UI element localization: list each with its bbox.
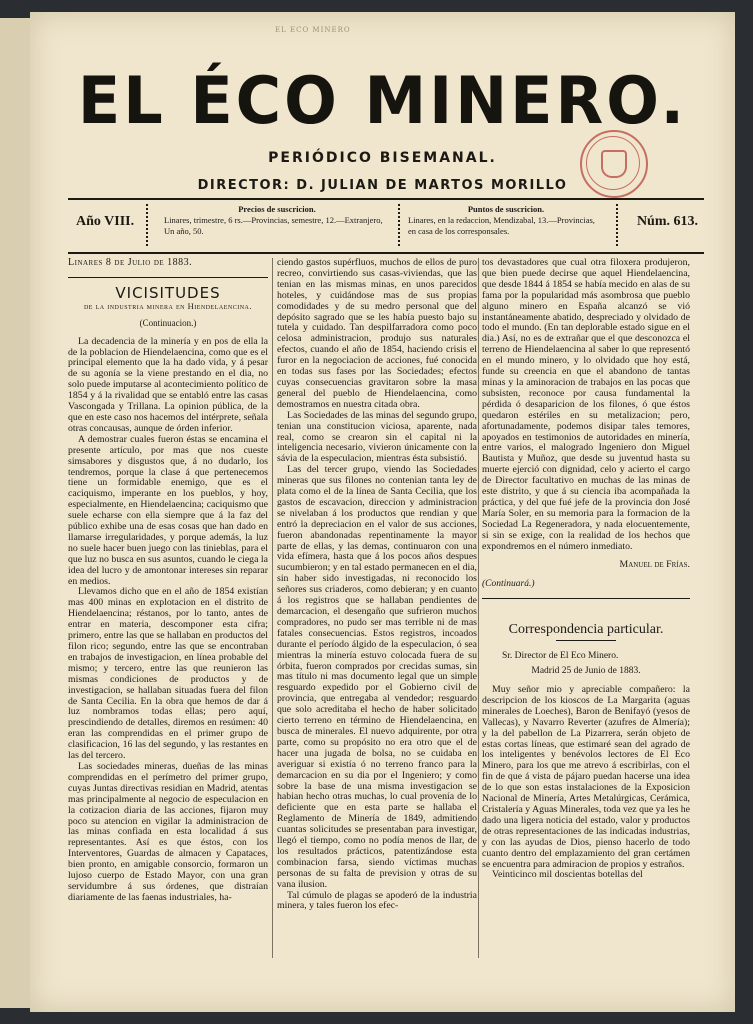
- paragraph: Tal cúmulo de plagas se apoderó de la industria minera, y tales fueron los efec-: [277, 889, 477, 912]
- masthead-subtitle: PERIÓDICO BISEMANAL.: [268, 150, 497, 166]
- rule: [482, 598, 690, 599]
- column-1: [68, 258, 268, 904]
- dateline: Linares 8 de Julio de 1883.: [68, 257, 193, 268]
- column-rule: [272, 258, 273, 958]
- section-heading: Correspondencia particular.: [508, 622, 664, 638]
- issue-number: Núm. 613.: [636, 214, 698, 229]
- subscription-bar: [68, 198, 704, 254]
- paragraph: Muy señor mio y apreciable compañero: la descripcion de los kioscos de La Margarita (aguas minerales de Loeches), Baron de Benifayó (yesos de Vallecas), y Navarro Reverter (azufres de Almería); y la del pabellon de La Pizarrera, serán objeto de estas cortas líneas, que estimaré sean del agrado de los inteligentes y benévolos lectores de El Eco Minero, para los que me atrevo á escribirlas, con el fin de que á vista de pájaro puedan hacerse una idea de lo que son estas instalaciones de la Exposicion Nacional de Minería, Artes Metalúrgicas, Cerámica, Cristalería y Aguas Minerales, toda vez que ya les he dado una ligera noticia del estado, valor y productos de otras representaciones de las indicadas industrias, y con las ayudas de Dios, pienso hacerlo de todo cuanto dentro del emplazamiento del gran certámen se encuentra para admiracion de propios y estraños.: [482, 684, 690, 870]
- facing-page-edge: [0, 18, 31, 1008]
- masthead-director: DIRECTOR: D. JULIAN DE MARTOS MORILLO: [197, 178, 568, 193]
- place-date: Madrid 25 de Junio de 1883.: [531, 666, 641, 677]
- masthead-title: EL ÉCO MINERO.: [77, 62, 688, 139]
- newspaper-page: [30, 12, 735, 1012]
- paragraph: A demostrar cuales fueron éstas se encamina el presente artículo, por mas que nos cueste simsabores y disgustos que, á no dudarlo, los tendremos, porque la clase á que pertenecemos tiene un formidable enemigo, que es el caciquismo, imperante en los pueblos, y hoy, especialmente, en Hiendelaencina; caciquismo que suele echarse con ella siempre que á la faz del público exhibe una de esas cosas que han dado en llamarse irregularidades, y porque además, la luz no suele hacer buen juego con las tinieblas, para el que luz no busca en sus asuntos, cuando le ciega la idea del lucro y de amontonar intereses sin reparar en medios.: [68, 433, 268, 587]
- issue-year: Año VIII.: [76, 214, 135, 229]
- signature: Manuel de Frías.: [619, 559, 690, 571]
- prices-box: [164, 204, 390, 237]
- salutation: Sr. Director de El Eco Minero.: [502, 651, 619, 662]
- prices-text: Linares, trimestre, 6 rs.—Provincias, semestre, 12.—Extranjero, Un año, 50.: [164, 215, 383, 236]
- divider: [398, 204, 400, 246]
- rule: [68, 277, 268, 278]
- points-heading: Puntos de suscricion.: [467, 204, 545, 214]
- stamp-emblem-icon: [601, 150, 627, 178]
- divider: [146, 204, 148, 246]
- to-be-continued: (Continuará.): [482, 579, 535, 590]
- paragraph: Llevamos dicho que en el año de 1854 existían mas 400 minas en explotacion en el distrito de Hiendelaencina; réstanos, por lo tanto, antes de entrar en materia, descomponer esta cifra; primero, entre las que se hallaban en productos del filon rico; segundo, entre las que se encontraban en trabajos de investigacion, en línea probable del mismo; y tercero, entre las que reunieron las mismas condiciones de productos y de investigacion, se hallaban situadas fuera del filon de Santa Cecilia. En la obra que hemos de dar á luz nombramos todas ellas; pero aquí, prescindiendo de detalles, diremos en resúmen: 40 eran las comprendidas en el primer grupo de clasificacion, 16 las del segundo, y las restantes en las del tercero.: [68, 586, 268, 762]
- paragraph: Las del tercer grupo, viendo las Sociedades mineras que sus filones no contenian tanta ley de plata como el de la línea de Santa Cecilia, que los gastos de escavacion, direccion y administracion se nivelaban á los productos que rendian y que entró la depreciacion en el valor de sus acciones, fueron abandonadas repentinamente la mayor parte de ellas, y las demas, continuaron con una vida efímera, hasta que á los pocos años despues sucumbieron; y en tal estado permanecen en el dia, sin haber sido investigadas, ni reconocido los señores sus criaderos, como debieran; y en cuanto á los registros que se hallaban pendientes de demarcacion, el desengaño que sufrieron muchos compradores, no pudo ser mas terrible ni de mas fatales consecuencias. Estos registros, incoados durante el período álgido de la especulacion, ó sea mientras la minería estuvo colocada fuera de su órbita, fueron comprados por crecidas sumas, sin mas título ni mas documento legal que un simple resguardo expedido por el Gobierno civil de provincia, que entregaba al vendedor; resguardo que solo acreditaba el hecho de haber solicitado cierto terreno en término de Hiendelaencina, en busca de minerales. El nuevo adquirente, por otra parte, como su propósito no era otro que el de hacer una jugada de bolsa, no se cuidaba en averiguar si existía ó no terreno franco para la demarcacion en su dia por el Ingeniero; y como sobre la base de una misma investigacion se habian hecho otras muchas, lo cual provenía de lo deficiente que en esta parte se hallaba el Reglamento de Minería de 1849, admitiendo cuantas solicitudes se presentaban para investigar, llegó el tiempo, como no podía menos de llar, de los resultados prácticos, patentizándose esta combinacion farsa, siendo víctimas muchas personas de su falta de prevision y otras de su vana ilusion.: [277, 464, 477, 890]
- article-heading: VICISITUDES: [115, 283, 221, 302]
- paragraph: Las Sociedades de las minas del segundo grupo, tenian una constitucion viciosa, aparente, nada real, como se crearon sin el capital ni la inteligencia necesario, vivieron únicamente con la sávia de la especulacion, mientras ésta subsistió.: [277, 409, 477, 465]
- column-2: [277, 258, 477, 912]
- column-rule: [478, 258, 479, 958]
- column-3: [482, 258, 690, 881]
- points-text: Linares, en la redaccion, Mendizabal, 13.—Provincias, en casa de los corresponsales.: [408, 215, 595, 236]
- prices-heading: Precios de suscricion.: [238, 204, 316, 214]
- separator: [556, 640, 616, 641]
- paragraph: ciendo gastos supérfluos, muchos de ellos de puro recreo, convirtiendo sus casas-viviendas, que las tenian en las mismas minas, en unos parecidos hoteles, y cuidándose mas de sus propias comodidades y de su medro personal que del depósito sagrado que se les había puesto bajo su tutela y cuidado. Tan despilfarradora como poco celosa administracion, produjo sus naturales efectos, cuando el año de 1854, haciendo crisis el furor en la negociacion de acciones, fué conocida en todas sus fases por las Sociedades; efectos cuyas consecuencias gravitaron sobre la masa general del pueblo de Hiendelaencina, como demostramos en nuestra citada obra.: [277, 257, 477, 410]
- top-mark: EL ECO MINERO: [275, 26, 351, 34]
- library-stamp: [580, 130, 648, 198]
- paragraph: tos devastadores que cual otra filoxera produjeron, que bien puede decirse que aquel Hiendelaencina, que desde 1844 á 1854 se había mecido en alas de su fama por la popularidad más asombrosa que pueblo alguno minero en España alcanzó se vió instantáneamente abatido, despreciado y olvidado de todo el mundo. (En tan deplorable estado sigue en el dia.) Así, no es de extrañar que el que desconozca el terreno de Hiendelaencina al saber lo que representó en el mundo minero, y lo olvidado que hoy está, funde su creencia en que el abandono de tantas minas y la aminoracion de trabajos en las pocas que subsisten, reconoce por causa fundamental la pérdida ó desaparicion de los filones, ó que éstos quedaron estériles en su metalizacion; pero, afortunadamente, podemos disipar tales temores, apoyados en testimonios de autoridades en minería, entre varios, el malogrado Ingeniero don Miguel Bautista y Muñoz, que desde su juventud hasta su muerte ejerció con dignidad, celo y acierto el cargo de Director facultativo en muchas de las minas de este distrito, y que á su ciencia iba acompañada la práctica, y del que fué jefe de la provincia don José María Soler, en su memoria para la formacion de la Sociedad La Regeneradora, y nada elocuentemente, si sin se exige, con la realidad de los hechos que expondremos en el número inmediato.: [482, 257, 690, 552]
- article-subheading: de la industria minera en Hiendelaencina.: [83, 300, 253, 311]
- paragraph: Las sociedades mineras, dueñas de las minas comprendidas en el perímetro del primer grupo, cuyas Juntas directivas residian en Madrid, atentas mas principalmente al negocio de especulacion en la cotizacion diaria de las acciones, fijaron muy poco su atencion en vigilar la administracion de las minas confiada en esta localidad á sus representantes. Así es que éstos, con los Interventores, Guardas de almacen y Capataces, bien pronto, en amigable consorcio, formaron un lujoso cuerpo de Estado Mayor, con una gran servidumbre á sus órdenes, que distraían diariamente de las faenas industriales, ha-: [68, 760, 268, 903]
- paragraph: Veinticinco mil doscientas botellas del: [492, 869, 643, 881]
- continuation-note: (Continuacion.): [139, 317, 197, 328]
- divider: [616, 204, 618, 246]
- paragraph: La decadencia de la minería y en pos de ella la de la poblacion de Hiendelaencina, como que es el principal elemento que la ha dado vida, y á pesar de su agonía se la viene prestando en el dia, no solo puede imputarse al acontecimiento político de 1854 y á la rivalidad que se entabló entre las casas Vascongada y Trillana. La opinion pública, de la que en este caso nos hacemos del intérprete, señala otras concausas, aunque de órden inferior.: [68, 335, 268, 434]
- points-box: [408, 204, 604, 237]
